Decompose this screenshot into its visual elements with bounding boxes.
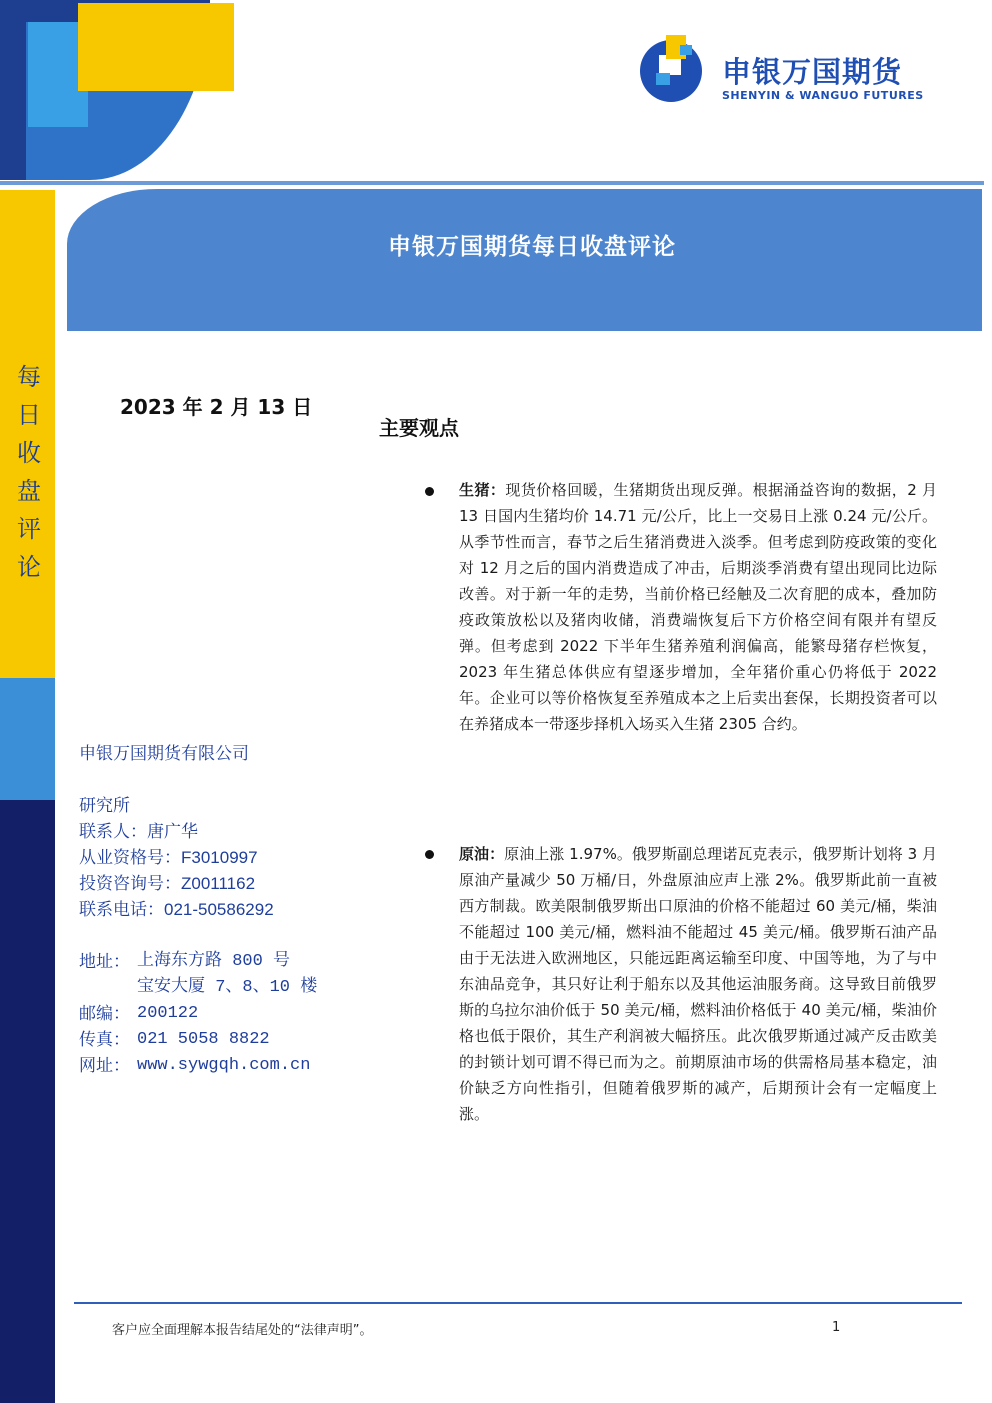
- contact-block: [79, 793, 274, 923]
- address-line1: 上海东方路 800 号: [137, 952, 291, 971]
- address-block: [79, 949, 317, 1079]
- logo-name-en: SHENYIN & WANGUO FUTURES: [722, 89, 924, 102]
- report-date: 2023 年 2 月 13 日: [120, 395, 313, 419]
- bullet-crude-oil: [459, 841, 937, 1127]
- bullet-label: 原油：: [459, 845, 505, 863]
- top-divider: [0, 181, 984, 185]
- side-bar-navy: [0, 800, 55, 1403]
- side-bar-lightblue: [0, 678, 55, 800]
- header-decoration-navy-left: [0, 0, 26, 180]
- report-title: 申银万国期货每日收盘评论: [388, 234, 676, 260]
- license-number: 从业资格号：F3010997: [79, 848, 258, 867]
- website-link[interactable]: www.sywgqh.com.cn: [137, 1056, 311, 1075]
- zip-code: 200122: [137, 1004, 199, 1023]
- address-label: 地址：: [79, 952, 130, 971]
- side-title: 每日收盘评论: [17, 363, 41, 581]
- contact-phone: 联系电话：021-50586292: [79, 900, 274, 919]
- consult-number: 投资咨询号：Z0011162: [79, 874, 256, 893]
- header-decoration-yellow: [78, 3, 234, 91]
- fax-label: 传真：: [79, 1030, 130, 1049]
- footer-disclaimer: 客户应全面理解本报告结尾处的“法律声明”。: [112, 1323, 373, 1338]
- company-name: 申银万国期货有限公司: [79, 744, 249, 763]
- research-dept: 研究所: [79, 796, 130, 815]
- bullet-hog: [459, 477, 937, 737]
- zip-label: 邮编：: [79, 1004, 130, 1023]
- logo-name-cn: 申银万国期货: [722, 55, 903, 89]
- section-heading: 主要观点: [379, 416, 459, 440]
- logo-icon: [636, 33, 706, 103]
- web-label: 网址：: [79, 1056, 130, 1075]
- bullet-dot: [425, 487, 434, 496]
- bullet-label: 生猪：: [459, 481, 506, 499]
- contact-person: 联系人：唐广华: [79, 822, 198, 841]
- bullet-body: 原油上涨 1.97%。俄罗斯副总理诺瓦克表示，俄罗斯计划将 3 月原油产量减少 50 万桶/日，外盘原油应声上涨 2%。俄罗斯此前一直被西方制裁。欧美限制俄罗斯出口原油的价格不能超过 60 美元/桶，柴油不能超过 100 美元/桶，燃料油不能超过 45 美元/桶。俄罗斯石油产品由于无法进入欧洲地区，只能远距离运输至印度、中国等地，为了与中东油品竞争，其只好让利于船东以及其他运油服务商。这导致目前俄罗斯的乌拉尔油价低于 50 美元/桶，燃料油价格低于 40 美元/桶，柴油价格也低于限价，其生产利润被大幅挤压。此次俄罗斯通过减产反击欧美的封锁计划可谓不得已而为之。前期原油市场的供需格局基本稳定，油价缺乏方向性指引，但随着俄罗斯的减产，后期预计会有一定幅度上涨。: [459, 845, 937, 1123]
- address-line2: 宝安大厦 7、8、10 楼: [137, 978, 318, 997]
- bullet-dot: [425, 850, 434, 859]
- fax-number: 021 5058 8822: [137, 1030, 270, 1049]
- page-number: 1: [832, 1320, 841, 1335]
- footer-divider: [74, 1302, 962, 1304]
- bullet-body: 现货价格回暖，生猪期货出现反弹。根据涌益咨询的数据，2 月 13 日国内生猪均价 14.71 元/公斤，比上一交易日上涨 0.24 元/公斤。从季节性而言，春节之后生猪消费进入淡季。但考虑到防疫政策的变化对 12 月之后的国内消费造成了冲击，后期淡季消费有望出现同比边际改善。对于新一年的走势，当前价格已经触及二次育肥的成本，叠加防疫政策放松以及猪肉收储，消费端恢复后下方价格空间有限并有望反弹。但考虑到 2022 下半年生猪养殖利润偏高，能繁母猪存栏恢复，2023 年生猪总体供应有望逐步增加，全年猪价重心仍将低于 2022 年。企业可以等价格恢复至养殖成本之上后卖出套保，长期投资者可以在养猪成本一带逐步择机入场买入生猪 2305 合约。: [459, 481, 937, 733]
